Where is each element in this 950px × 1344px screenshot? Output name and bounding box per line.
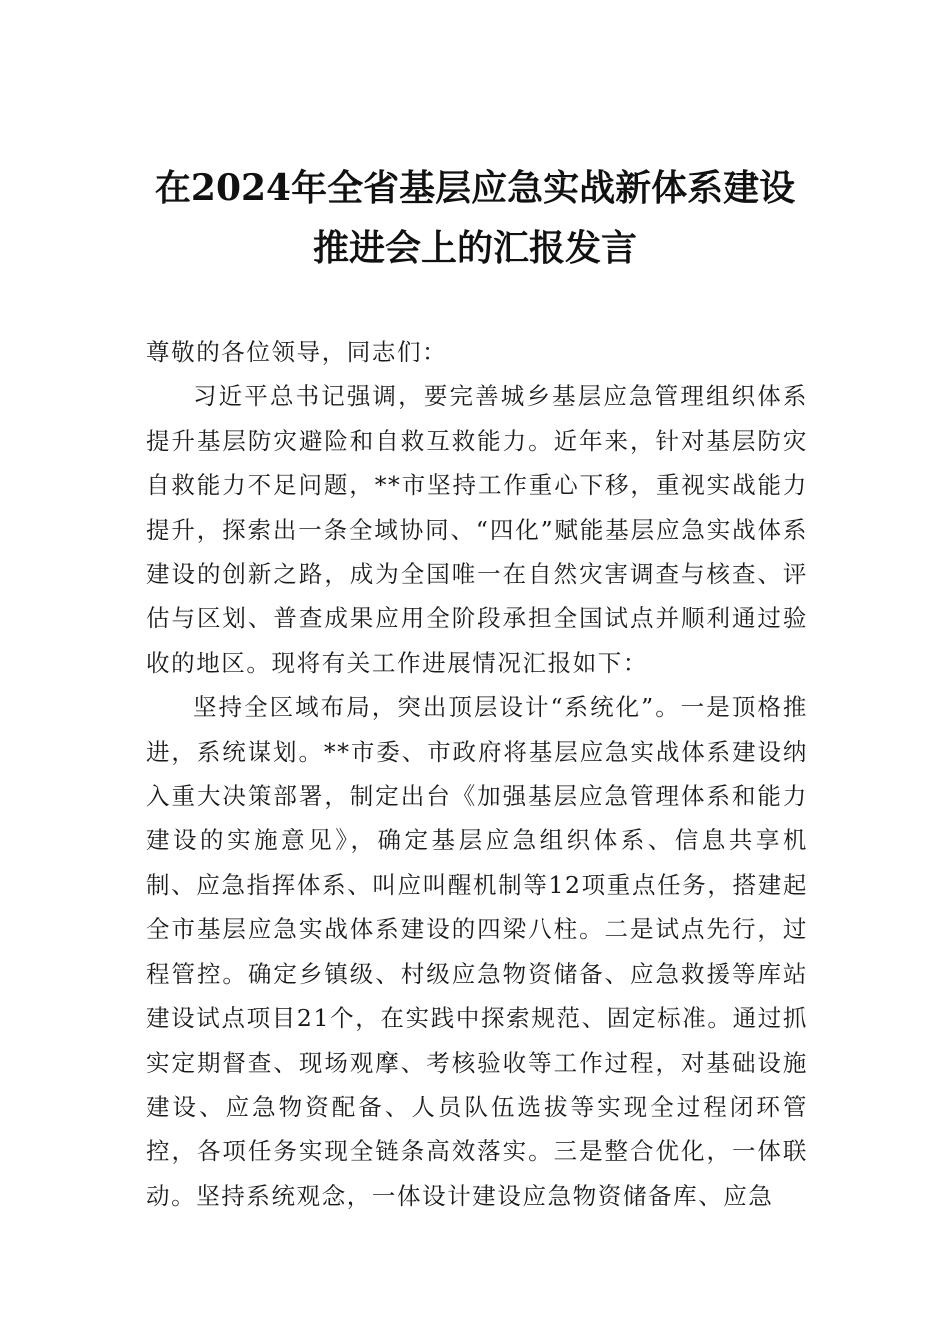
- document-title: 在2024年全省基层应急实战新体系建设推进会上的汇报发言: [154, 167, 796, 269]
- salutation: 尊敬的各位领导，同志们：: [146, 338, 448, 366]
- paragraph-1: 习近平总书记强调，要完善城乡基层应急管理组织体系提升基层防灾避险和自救互救能力。近年来，针对基层防灾自救能力不足问题，**市坚持工作重心下移，重视实战能力提升，探索出一条全域协同、“四化”赋能基层应急实战体系建设的创新之路，成为全国唯一在自然灾害调查与核查、评估与区划、普查成果应用全阶段承担全国试点并顺利通过验收的地区。现将有关工作进展情况汇报如下：: [146, 382, 808, 677]
- paragraph-2: 坚持全区域布局，突出顶层设计“系统化”。一是顶格推进，系统谋划。**市委、市政府将基层应急实战体系建设纳入重大决策部署，制定出台《加强基层应急管理体系和能力建设的实施意见》，确定基层应急组织体系、信息共享机制、应急指挥体系、叫应叫醒机制等12项重点任务，搭建起全市基层应急实战体系建设的四梁八柱。二是试点先行，过程管控。确定乡镇级、村级应急物资储备、应急救援等库站建设试点项目21个，在实践中探索规范、固定标准。通过抓实定期督查、现场观摩、考核验收等工作过程，对基础设施建设、应急物资配备、人员队伍选拔等实现全过程闭环管控，各项任务实现全链条高效落实。三是整合优化，一体联动。坚持系统观念，一体设计建设应急物资储备库、应急: [146, 693, 808, 1210]
- document-body: [146, 330, 808, 1218]
